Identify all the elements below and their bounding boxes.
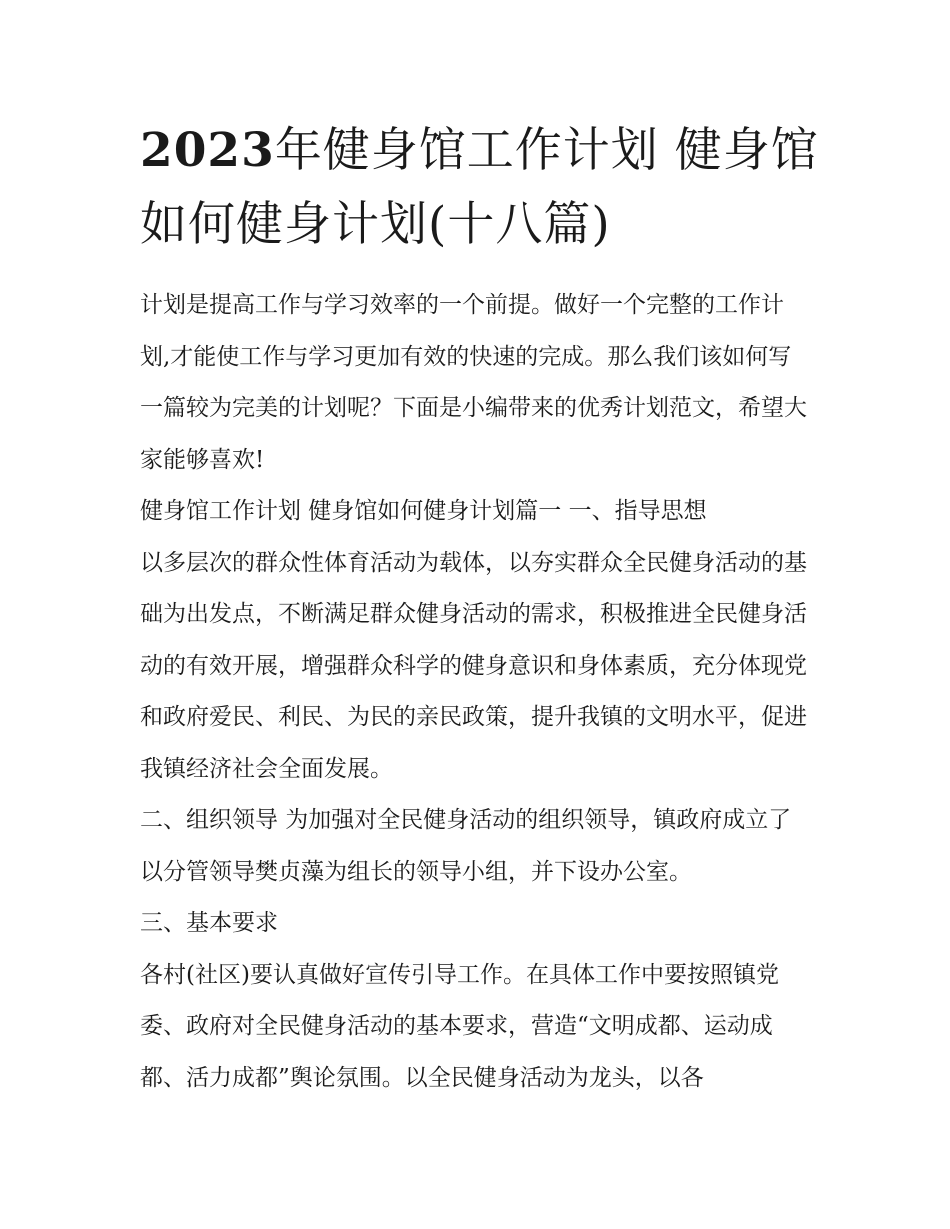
- section-heading-guiding-ideology: 健身馆工作计划 健身馆如何健身计划篇一 一、指导思想: [140, 498, 707, 524]
- document-title: [140, 114, 820, 262]
- section-heading-basic-requirements: 三、基本要求: [140, 910, 278, 936]
- guiding-ideology-paragraph: 以多层次的群众性体育活动为载体，以夯实群众全民健身活动的基础为出发点，不断满足群众健身活动的需求，积极推进全民健身活动的有效开展，增强群众科学的健身意识和身体素质，充分体现党和政府爱民、利民、为民的亲民政策，提升我镇的文明水平，促进我镇经济社会全面发展。: [140, 549, 807, 782]
- title-year: 2023: [140, 123, 275, 178]
- organization-leadership-paragraph: 二、组织领导 为加强对全民健身活动的组织领导，镇政府成立了以分管领导樊贞藻为组长的领导小组，并下设办公室。: [140, 807, 792, 885]
- document-body: [140, 280, 812, 1104]
- intro-paragraph: 计划是提高工作与学习效率的一个前提。做好一个完整的工作计划,才能使工作与学习更加有效的快速的完成。那么我们该如何写一篇较为完美的计划呢？下面是小编带来的优秀计划范文，希望大家能够喜欢!: [140, 292, 807, 473]
- basic-requirements-paragraph: 各村(社区)要认真做好宣传引导工作。在具体工作中要按照镇党委、政府对全民健身活动的基本要求，营造“文明成都、运动成都、活力成都”舆论氛围。以全民健身活动为龙头，以各: [140, 961, 779, 1091]
- title-text: 年健身馆工作计划 健身馆如何健身计划(十八篇): [140, 123, 819, 252]
